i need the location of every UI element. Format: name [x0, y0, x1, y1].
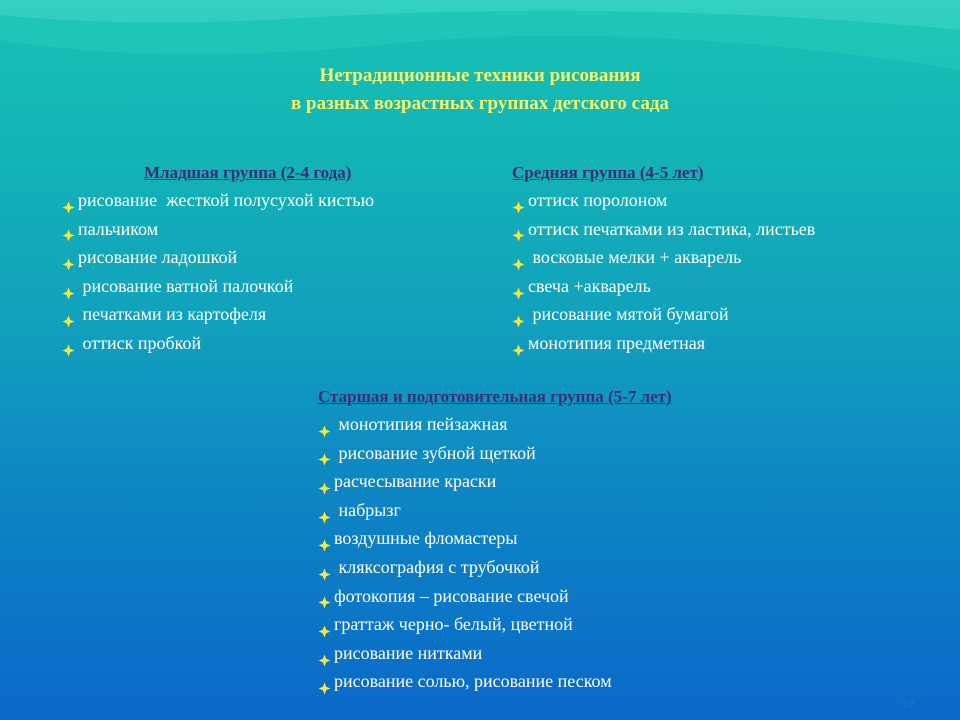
list-item-text: оттиск печатками из ластика, листьев	[528, 218, 816, 239]
list-item	[512, 215, 815, 244]
diamond-bullet-icon	[512, 222, 525, 235]
list-item-text: монотипия пейзажная	[334, 414, 508, 434]
diamond-bullet-icon	[62, 251, 75, 264]
list-item-text: фотокопия – рисование свечой	[334, 585, 569, 606]
group-mid-list	[512, 186, 815, 358]
list-item-text: рисование зубной щеткой	[334, 442, 536, 463]
list-item	[512, 186, 815, 215]
diamond-bullet-icon	[512, 251, 525, 264]
list-item-text: граттаж черно- белый, цветной	[334, 614, 573, 635]
page-number: 12	[902, 697, 914, 711]
list-item-text: рисование солью, рисование песком	[334, 671, 612, 692]
group-young	[62, 159, 374, 358]
list-item	[512, 243, 815, 272]
list-item-text: рисование жесткой полусухой кистью	[78, 190, 375, 210]
list-item-text: оттиск поролоном	[528, 190, 668, 210]
diamond-bullet-icon	[512, 194, 525, 207]
diamond-bullet-icon	[318, 532, 331, 545]
list-item	[512, 329, 815, 358]
slide-title	[100, 62, 860, 118]
list-item-text: пальчиком	[78, 218, 159, 239]
list-item	[318, 553, 672, 582]
slide-title-line2: в разных возрастных группах детского сада	[291, 93, 669, 114]
list-item-text: свеча +акварель	[528, 275, 651, 296]
diamond-bullet-icon	[318, 675, 331, 688]
diamond-bullet-icon	[62, 222, 75, 235]
list-item	[318, 410, 672, 439]
diamond-bullet-icon	[62, 194, 75, 207]
list-item-text: рисование ватной палочкой	[78, 275, 294, 296]
diamond-bullet-icon	[62, 280, 75, 293]
list-item	[318, 496, 672, 525]
diamond-bullet-icon	[318, 647, 331, 660]
list-item-text: монотипия предметная	[528, 332, 706, 353]
list-item-text: рисование нитками	[334, 642, 483, 663]
diamond-bullet-icon	[318, 504, 331, 517]
group-old	[318, 383, 672, 696]
list-item-text: восковые мелки + акварель	[528, 247, 742, 268]
list-item	[62, 329, 374, 358]
diamond-bullet-icon	[62, 337, 75, 350]
list-item	[318, 667, 672, 696]
list-item-text: набрызг	[334, 499, 401, 520]
diamond-bullet-icon	[512, 280, 525, 293]
list-item	[512, 300, 815, 329]
list-item-text: рисование мятой бумагой	[528, 304, 729, 325]
diamond-bullet-icon	[318, 446, 331, 459]
group-old-title: Старшая и подготовительная группа (5-7 лет)	[318, 387, 672, 406]
list-item-text: рисование ладошкой	[78, 247, 238, 268]
list-item-text: кляксография с трубочкой	[334, 556, 540, 577]
diamond-bullet-icon	[318, 561, 331, 574]
list-item	[62, 215, 374, 244]
slide-title-line1: Нетрадиционные техники рисования	[319, 65, 641, 86]
list-item	[318, 582, 672, 611]
group-mid	[512, 159, 815, 358]
group-old-list	[318, 410, 672, 696]
list-item-text: воздушные фломастеры	[334, 528, 518, 549]
list-item	[318, 524, 672, 553]
diamond-bullet-icon	[512, 337, 525, 350]
diamond-bullet-icon	[318, 475, 331, 488]
diamond-bullet-icon	[318, 589, 331, 602]
group-mid-title: Средняя группа (4-5 лет)	[512, 163, 704, 182]
list-item	[318, 639, 672, 668]
diamond-bullet-icon	[318, 618, 331, 631]
diamond-bullet-icon	[318, 418, 331, 431]
list-item-text: оттиск пробкой	[78, 332, 202, 353]
list-item	[318, 610, 672, 639]
list-item	[318, 439, 672, 468]
group-young-title: Младшая группа (2-4 года)	[144, 163, 352, 182]
list-item	[62, 300, 374, 329]
diamond-bullet-icon	[512, 308, 525, 321]
list-item	[62, 272, 374, 301]
list-item	[512, 272, 815, 301]
group-young-list	[62, 186, 374, 358]
list-item	[318, 467, 672, 496]
list-item	[62, 186, 374, 215]
list-item-text: печатками из картофеля	[78, 304, 267, 325]
list-item	[62, 243, 374, 272]
diamond-bullet-icon	[62, 308, 75, 321]
list-item-text: расчесывание краски	[334, 471, 497, 492]
